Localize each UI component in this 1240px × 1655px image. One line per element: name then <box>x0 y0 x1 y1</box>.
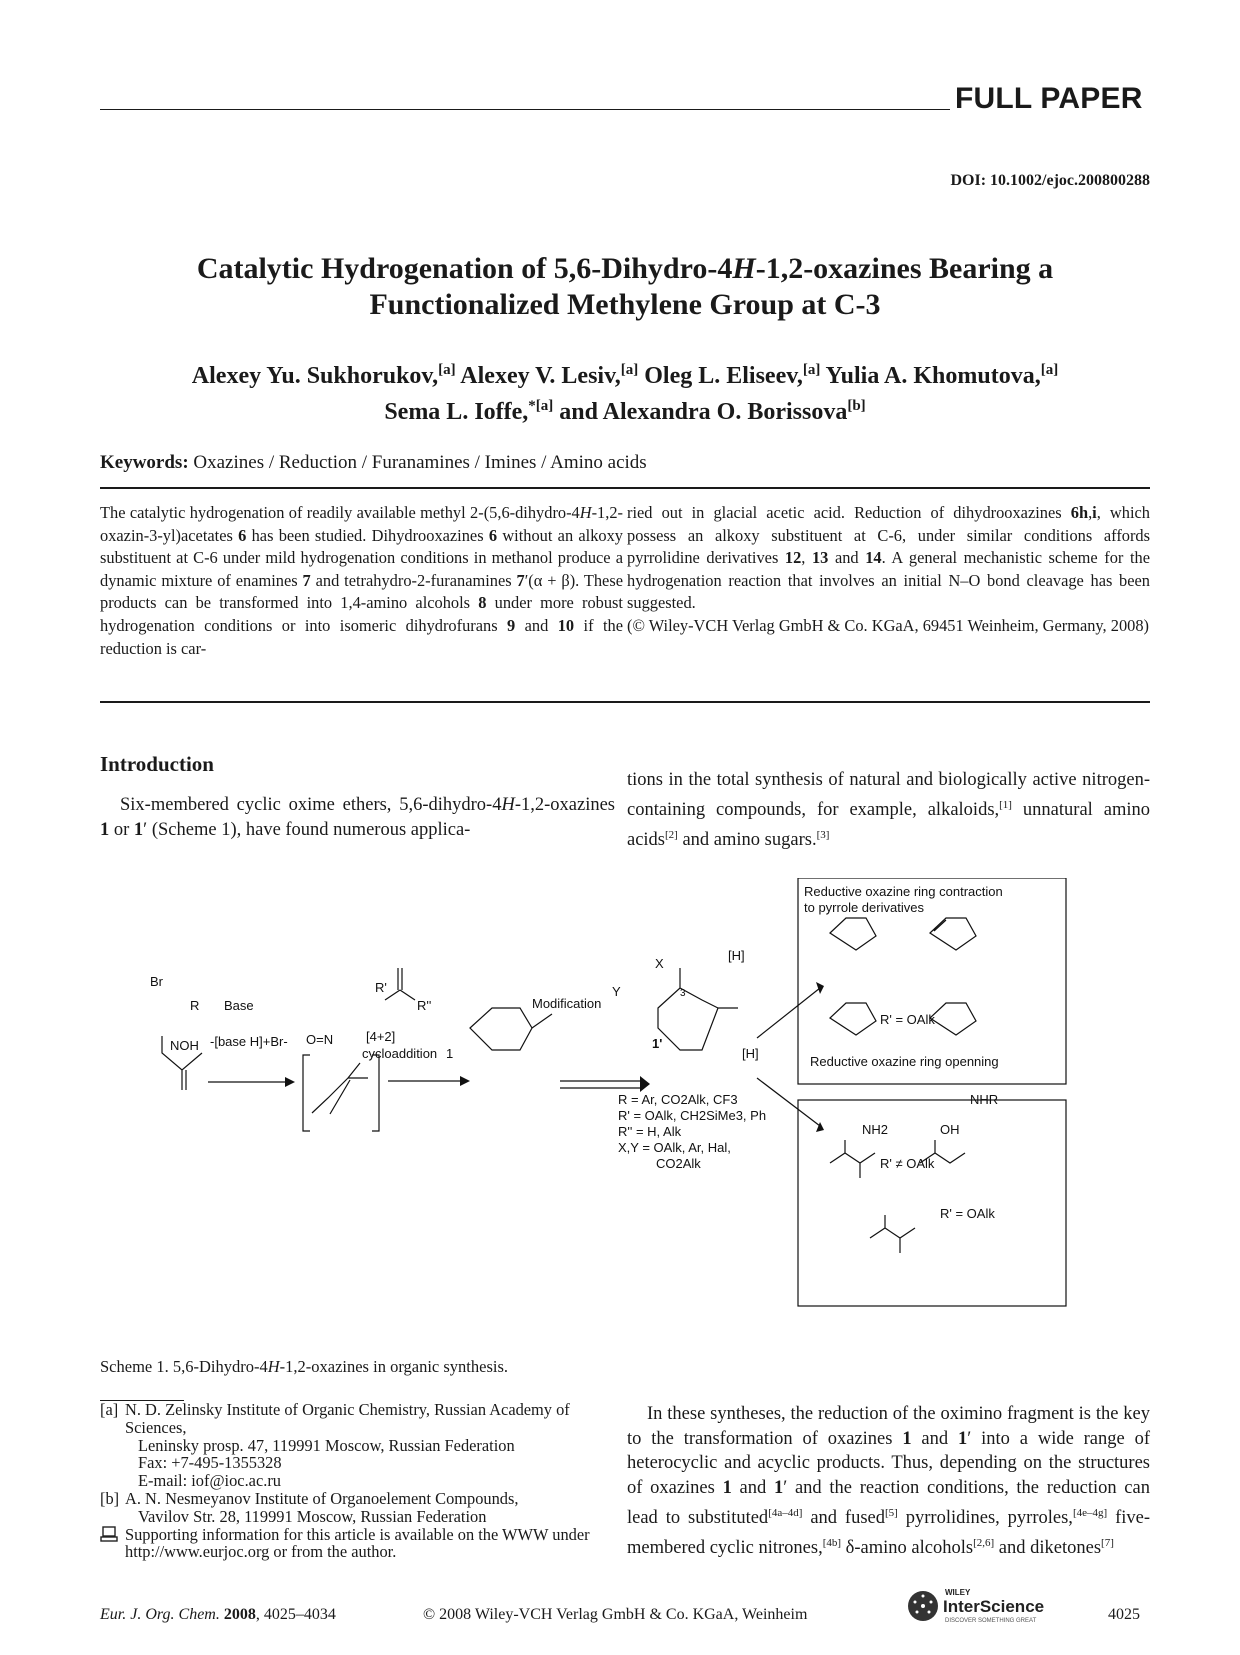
box2-oh: OH <box>940 1122 960 1137</box>
substituent-r: R = Ar, CO2Alk, CF3 <box>618 1092 738 1107</box>
footnotes <box>100 1401 615 1561</box>
scheme-caption: Scheme 1. 5,6-Dihydro-4H-1,2-oxazines in organic synthesis. <box>100 1357 508 1376</box>
author: Sema L. Ioffe, <box>384 399 529 425</box>
abstract-column-1: The catalytic hydrogenation of readily available methyl 2-(5,6-dihydro-4H-1,2-oxazin-3-yl)acetates 6 has been studied. Dihydrooxazines 6 without an alkoxy substituent at C-6 under mild hydrogenation conditions in methanol produce a dynamic mixture of enamines 7 and tetrahydro-2-furanamines 7′(α + β). These products can be transformed into 1,4-amino alcohols 8 under more robust hydrogenation conditions or into isomeric dihydrofurans 9 and 10 if the reduction is car- <box>100 503 624 658</box>
box1-condition: R' = OAlk <box>880 1012 935 1027</box>
section-heading-introduction: Introduction <box>100 752 214 776</box>
intro-paragraph-right-2: In these syntheses, the reduction of the oximino fragment is the key to the transformation of oxazines 1 and 1′ into a wide range of heterocyclic and acyclic products. Thus, depending on the structures of oxazines 1 and 1′ and the reaction conditions, the reduction can lead to substituted[4a–4d] and fused[5] pyrrolidines, pyrroles,[4e–4g] five-membered cyclic nitrones,[4b] δ-amino alcohols[2,6] and diketones[7] <box>627 1404 1150 1558</box>
intro-paragraph-right: tions in the total synthesis of natural and biologically active nitrogen-containing compounds, for example, alkaloids,[1] unnatural amino acids[2] and amino sugars.[3] <box>627 770 1150 850</box>
pyrrolidine-ring <box>830 918 876 950</box>
box-opening <box>798 1100 1066 1306</box>
arrow-h-up <box>757 988 820 1038</box>
label-r-prime: R' <box>375 980 387 995</box>
arrowhead <box>460 1076 470 1086</box>
page-number: 4025 <box>1108 1606 1140 1623</box>
substituent-r-double-prime: R'' = H, Alk <box>618 1124 682 1139</box>
keywords-text: Oxazines / Reduction / Furanamines / Imines / Amino acids <box>193 452 647 473</box>
keywords-rule <box>100 487 1150 489</box>
footnote-a: [a] N. D. Zelinsky Institute of Organic Chemistry, Russian Academy of Sciences, Leninsky prosp. 47, 119991 Moscow, Russian Federation Fax: +7-495-1355328 E-mail: iof@ioc.ac.ru <box>100 1400 570 1491</box>
amino-alcohol-chain <box>830 1140 875 1178</box>
box2-nhr: NHR <box>970 1092 999 1107</box>
label-cycloaddition-1: [4+2] <box>366 1029 396 1044</box>
supporting-info-note: Supporting information for this article is available on the WWW under http://www.eurjoc.org or from the author. <box>100 1526 615 1562</box>
author: Alexey Yu. Sukhorukov, <box>191 363 439 389</box>
label-compound-1p: 1' <box>652 1036 663 1051</box>
label-o-n: O=N <box>306 1032 334 1047</box>
label-x: X <box>655 956 664 971</box>
author-list <box>100 355 1150 427</box>
box1-title-1: Reductive oxazine ring contraction <box>804 884 1003 899</box>
box2-title: Reductive oxazine ring openning <box>810 1054 999 1069</box>
affiliation-mark: [a] <box>1040 362 1059 378</box>
box2-nh2: NH2 <box>862 1122 889 1137</box>
label-h-2: [H] <box>742 1046 759 1061</box>
abstract-column-2: ried out in glacial acetic acid. Reduction of dihydrooxazines 6h,i, which possess an alkoxy substituent at C-6, under similar conditions affords pyrrolidine derivatives 12, 13 and 14. A general mechanistic scheme for the hydrogenation reaction that involves an initial N–O bond cleavage has been suggested. (© Wiley-VCH Verlag GmbH & Co. KGaA, 69451 Weinheim, Germany, 2008) <box>627 503 1150 635</box>
abstract-copyright: (© Wiley-VCH Verlag GmbH & Co. KGaA, 69451 Weinheim, Germany, 2008) <box>627 615 1149 635</box>
svg-text:DISCOVER SOMETHING GREAT: DISCOVER SOMETHING GREAT <box>945 1618 1037 1624</box>
substituent-xy: X,Y = OAlk, Ar, Hal, <box>618 1140 731 1155</box>
oxazine-1-ring <box>470 1008 552 1050</box>
pyrrole-ring <box>930 918 976 950</box>
affiliation-mark: [a] <box>620 362 639 378</box>
svg-text:WILEY: WILEY <box>945 1588 971 1597</box>
arrowhead <box>285 1077 295 1087</box>
label-base: Base <box>224 998 254 1013</box>
box2-condition-2: R' = OAlk <box>940 1206 995 1221</box>
arrowhead <box>640 1076 650 1092</box>
label-position-3: 3 <box>680 988 686 999</box>
keywords-label: Keywords: <box>100 452 189 473</box>
substituent-r-prime: R' = OAlk, CH2SiMe3, Ph <box>618 1108 767 1123</box>
label-y: Y <box>612 984 621 999</box>
author: Yulia A. Khomutova, <box>825 363 1041 389</box>
affiliation-mark: [a] <box>802 362 821 378</box>
oxazine-1p-ring <box>658 968 738 1050</box>
abstract-rule <box>100 701 1150 703</box>
header-rule <box>100 109 950 110</box>
bracket <box>303 1055 379 1131</box>
label-modification: Modification <box>532 996 602 1011</box>
arrow-h-down <box>757 1078 820 1126</box>
author: and Alexandra O. Borissova <box>559 399 848 425</box>
scheme-1-figure <box>140 878 1150 1348</box>
label-noh: NOH <box>170 1038 199 1053</box>
title-line-2: Functionalized Methylene Group at C-3 <box>369 288 881 321</box>
label-br: Br <box>150 974 163 989</box>
box1-title-2: to pyrrole derivatives <box>804 900 924 915</box>
label-cycloaddition-2: cycloaddition <box>362 1046 438 1061</box>
label-h-1: [H] <box>728 948 745 963</box>
hydroxylamine-ring <box>830 1003 876 1035</box>
author: Alexey V. Lesiv, <box>460 363 621 389</box>
section-label: FULL PAPER <box>955 82 1143 115</box>
affiliation-mark: [b] <box>847 398 866 414</box>
alkene-bonds <box>385 968 415 1000</box>
svg-text:InterScience: InterScience <box>943 1597 1045 1616</box>
keywords <box>100 452 647 474</box>
computer-icon <box>100 1526 118 1546</box>
affiliation-mark: *[a] <box>528 398 554 414</box>
footnote-b: [b] A. N. Nesmeyanov Institute of Organoelement Compounds, Vavilov Str. 28, 119991 Moscow, Russian Federation <box>100 1488 519 1526</box>
affiliation-mark: [a] <box>438 362 456 378</box>
substituent-co2alk: CO2Alk <box>656 1156 701 1171</box>
arrowhead <box>816 982 824 994</box>
author: Oleg L. Eliseev, <box>644 363 803 389</box>
label-base-byproduct: -[base H]+Br- <box>210 1034 288 1049</box>
title-line-1: Catalytic Hydrogenation of 5,6-Dihydro-4H-1,2-oxazines Bearing a <box>196 252 1054 285</box>
label-r: R <box>190 998 200 1013</box>
label-compound-1: 1 <box>446 1046 454 1061</box>
paper-title <box>100 251 1150 323</box>
label-r-double-prime: R'' <box>417 998 432 1013</box>
nitrone-ring <box>930 1003 976 1035</box>
nitrosoalkene-bonds <box>312 1063 368 1114</box>
doi[interactable]: DOI: 10.1002/ejoc.200800288 <box>950 172 1150 189</box>
footer-copyright: © 2008 Wiley-VCH Verlag GmbH & Co. KGaA, Weinheim <box>423 1606 808 1623</box>
interscience-logo[interactable] <box>905 1586 1075 1631</box>
diketone-chain <box>870 1215 915 1253</box>
intro-paragraph-left: Six-membered cyclic oxime ethers, 5,6-dihydro-4H-1,2-oxazines 1 or 1′ (Scheme 1), have found numerous applica- <box>100 795 615 840</box>
footer-journal: Eur. J. Org. Chem. 2008, 4025–4034 <box>100 1606 336 1623</box>
box2-condition-1: R' ≠ OAlk <box>880 1156 935 1171</box>
arrow-modification <box>560 1081 640 1088</box>
